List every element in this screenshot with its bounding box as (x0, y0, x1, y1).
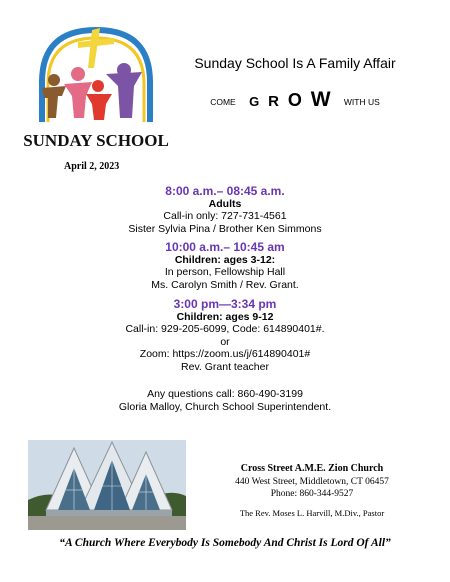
session-line: Sister Sylvia Pina / Brother Ken Simmons (128, 222, 322, 235)
church-motto: “A Church Where Everybody Is Somebody And Christ Is Lord Of All” (59, 537, 391, 549)
date: April 2, 2023 (64, 161, 120, 172)
session-line: In person, Fellowship Hall (164, 266, 286, 278)
church-pastor: The Rev. Moses L. Harvill, M.Div., Pastor (239, 507, 385, 518)
session-children-3-12 (0, 241, 450, 291)
questions-block (0, 388, 450, 413)
superintendent-line: Gloria Malloy, Church School Superintendent. (118, 400, 332, 413)
sunday-school-logo (23, 22, 169, 154)
session-group: Children: ages 3-12: (174, 253, 276, 266)
session-time: 10:00 a.m.– 10:45 am (165, 240, 285, 254)
session-line: Ms. Carolyn Smith / Rev. Grant. (151, 278, 299, 291)
grow-letter-g: G (249, 94, 260, 109)
church-info (194, 463, 430, 519)
family-figures-icon (42, 63, 142, 120)
grow-letter-r: R (268, 93, 279, 110)
session-adults (0, 185, 450, 235)
logo-text: SUNDAY SCHOOL (23, 131, 169, 150)
church-phone: Phone: 860-344-9527 (270, 489, 354, 499)
church-address: 440 West Street, Middletown, CT 06457 (235, 476, 389, 487)
session-line: Call-in only: 727-731-4561 (163, 210, 287, 222)
cross-icon (78, 28, 114, 68)
grow-letter-o: O (287, 90, 302, 110)
church-building-image (28, 440, 186, 530)
questions-line: Any questions call: 860-490-3199 (147, 388, 303, 400)
church-name: Cross Street A.M.E. Zion Church (240, 463, 384, 474)
tagline-post: WITH US (343, 96, 380, 107)
tagline-pre: COME (210, 96, 236, 107)
session-children-9-12 (0, 298, 450, 373)
session-line: or (220, 335, 230, 348)
session-line: Rev. Grant teacher (181, 360, 269, 373)
grow-letter-w: W (310, 88, 331, 111)
session-line: Call-in: 929-205-6099, Code: 614890401#. (125, 323, 325, 335)
zoom-link[interactable]: Zoom: https://zoom.us/j/614890401# (139, 348, 311, 360)
page-title: Sunday School Is A Family Affair (194, 55, 396, 71)
session-time: 3:00 pm—3:34 pm (173, 297, 277, 311)
session-time: 8:00 a.m.– 08:45 a.m. (165, 184, 285, 198)
session-group: Children: ages 9-12 (176, 310, 274, 323)
session-group: Adults (208, 197, 242, 210)
tagline (160, 88, 430, 112)
